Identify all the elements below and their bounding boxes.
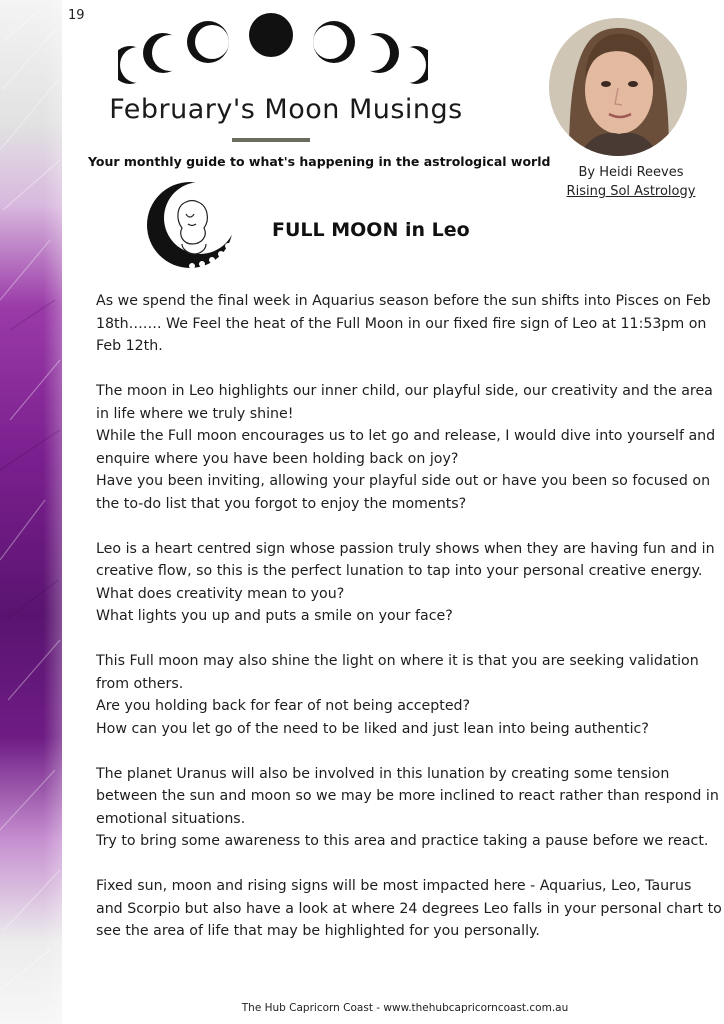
article-body <box>96 290 722 965</box>
page-title: February's Moon Musings <box>109 94 463 125</box>
paragraph-line: While the Full moon encourages us to let go and release, I would dive into yourself and enquire where you have been holding back on joy? <box>96 428 716 467</box>
paragraph-validation <box>96 650 722 740</box>
paragraph-line: What does creativity mean to you? <box>96 585 345 602</box>
title-divider <box>232 138 310 142</box>
moon-phases-icon <box>118 8 428 90</box>
page-number: 19 <box>68 8 85 23</box>
paragraph-line: Are you holding back for fear of not being accepted? <box>96 698 471 714</box>
paragraph-fixed-signs <box>96 875 722 943</box>
paragraph-line: As we spend the final week in Aquarius season before the sun shifts into Pisces on Feb 18th……. We Feel the heat of the Full Moon in our fixed fire sign of Leo at 11:53pm on Feb 12th. <box>96 293 711 354</box>
paragraph-line: How can you let go of the need to be liked and just lean into being authentic? <box>96 720 649 737</box>
paragraph-line: This Full moon may also shine the light on where it is that you are seeking validation from others. <box>96 653 699 692</box>
author-photo <box>549 18 687 156</box>
purple-brush-stroke <box>0 0 62 1024</box>
paragraph-uranus <box>96 763 722 853</box>
paragraph-line: Fixed sun, moon and rising signs will be most impacted here - Aquarius, Leo, Taurus and Scorpio but also have a look at where 24 degrees Leo falls in your personal chart to see the area of life that may be highlighted for you personally. <box>96 878 722 939</box>
paragraph-creativity <box>96 538 722 628</box>
paragraph-line: Try to bring some awareness to this area and practice taking a pause before we react. <box>96 833 709 849</box>
page-subtitle: Your monthly guide to what's happening in the astrological world <box>88 154 551 169</box>
page-footer: The Hub Capricorn Coast - www.thehubcapricorncoast.com.au <box>241 1002 569 1014</box>
paragraph-line: Have you been inviting, allowing your playful side out or have you been so focused on the to-do list that you forgot to enjoy the moments? <box>96 473 711 512</box>
paragraph-line: The moon in Leo highlights our inner child, our playful side, our creativity and the area in life where we truly shine! <box>96 383 713 422</box>
paragraph-inner-child <box>96 380 722 515</box>
author-byline <box>556 163 706 201</box>
leo-woman-crescent-icon <box>146 180 236 270</box>
paragraph-line: What lights you up and puts a smile on your face? <box>96 608 453 624</box>
paragraph-line: Leo is a heart centred sign whose passion truly shows when they are having fun and in creative flow, so this is the perfect lunation to tap into your personal creative energy. <box>96 540 715 579</box>
author-org-link[interactable]: Rising Sol Astrology <box>566 184 696 199</box>
paragraph-line: The planet Uranus will also be involved in this lunation by creating some tension between the sun and moon so we may be more inclined to react rather than respond in emotional situations. <box>96 765 719 827</box>
section-heading: FULL MOON in Leo <box>272 219 470 241</box>
author-name: By Heidi Reeves <box>578 165 684 180</box>
paragraph-intro <box>96 290 722 358</box>
